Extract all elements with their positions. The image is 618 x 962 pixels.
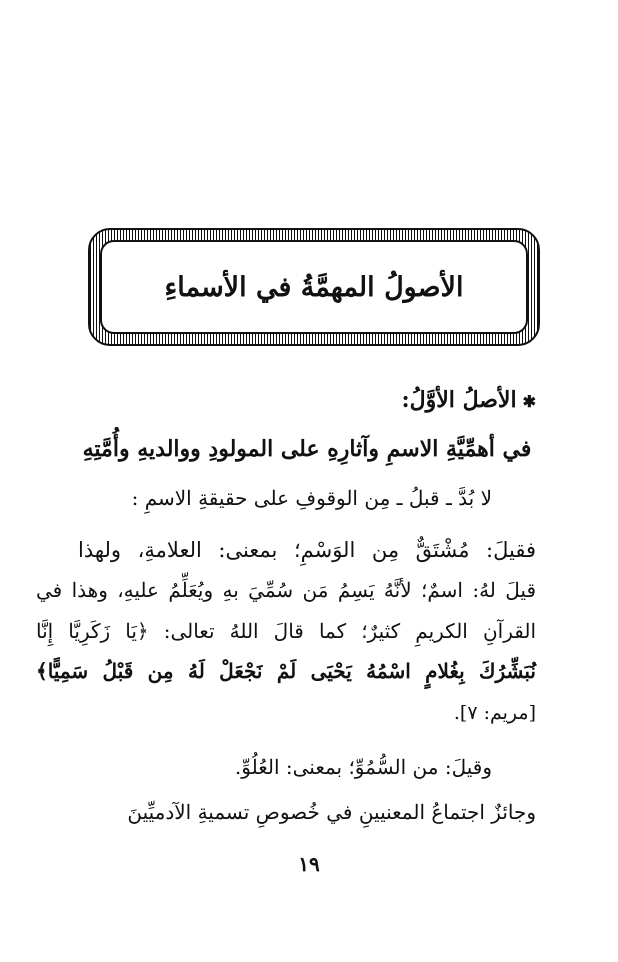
section-heading [402,389,536,411]
chapter-title: الأصولُ المهمَّةُ في الأسماءِ [164,271,464,303]
paragraph-line-4: القرآنِ الكريمِ كثيرٌ؛ كما قالَ اللهُ تعالى: ﴿يَا زَكَرِيَّا إِنَّا [36,619,536,643]
paragraph-line-1: لا بُدَّ ـ قبلُ ـ مِن الوقوفِ على حقيقةِ الاسمِ : [131,486,492,510]
paragraph-line-3: قيلَ لهُ: اسمٌ؛ لأنَّهُ يَسِمُ مَن سُمِّيَ بهِ ويُعَلِّمُ عليهِ، وهذا في [36,578,536,602]
title-ornamental-frame [88,228,540,346]
quran-verse-line: نُبَشِّرُكَ بِغُلامٍ اسْمُهُ يَحْيَى لَمْ نَجْعَلْ لَهُ مِن قَبْلُ سَمِيًّا﴾ [36,659,537,683]
asterisk-icon: ✱ [522,392,536,411]
page-number: ١٩ [298,852,320,876]
verse-reference: [مريم: ٧]. [453,702,536,724]
paragraph-line-6: وقيلَ: من السُّمُوِّ؛ بمعنى: العُلُوِّ. [234,755,492,779]
paragraph-line-7: وجائزٌ اجتماعُ المعنيينِ في خُصوصِ تسميةِ الآدميِّينَ [127,800,536,824]
title-inner-box [100,240,528,334]
paragraph-line-2: فقيلَ: مُشْتَقٌّ مِن الوَسْمِ؛ بمعنى: العلامةِ، ولهذا [78,538,536,562]
subheading: في أهمِّيَّةِ الاسمِ وآثارِهِ على المولودِ ووالديهِ وأُمَّتِهِ [82,436,532,462]
section-heading-text: الأصلُ الأوَّلُ: [401,387,517,413]
